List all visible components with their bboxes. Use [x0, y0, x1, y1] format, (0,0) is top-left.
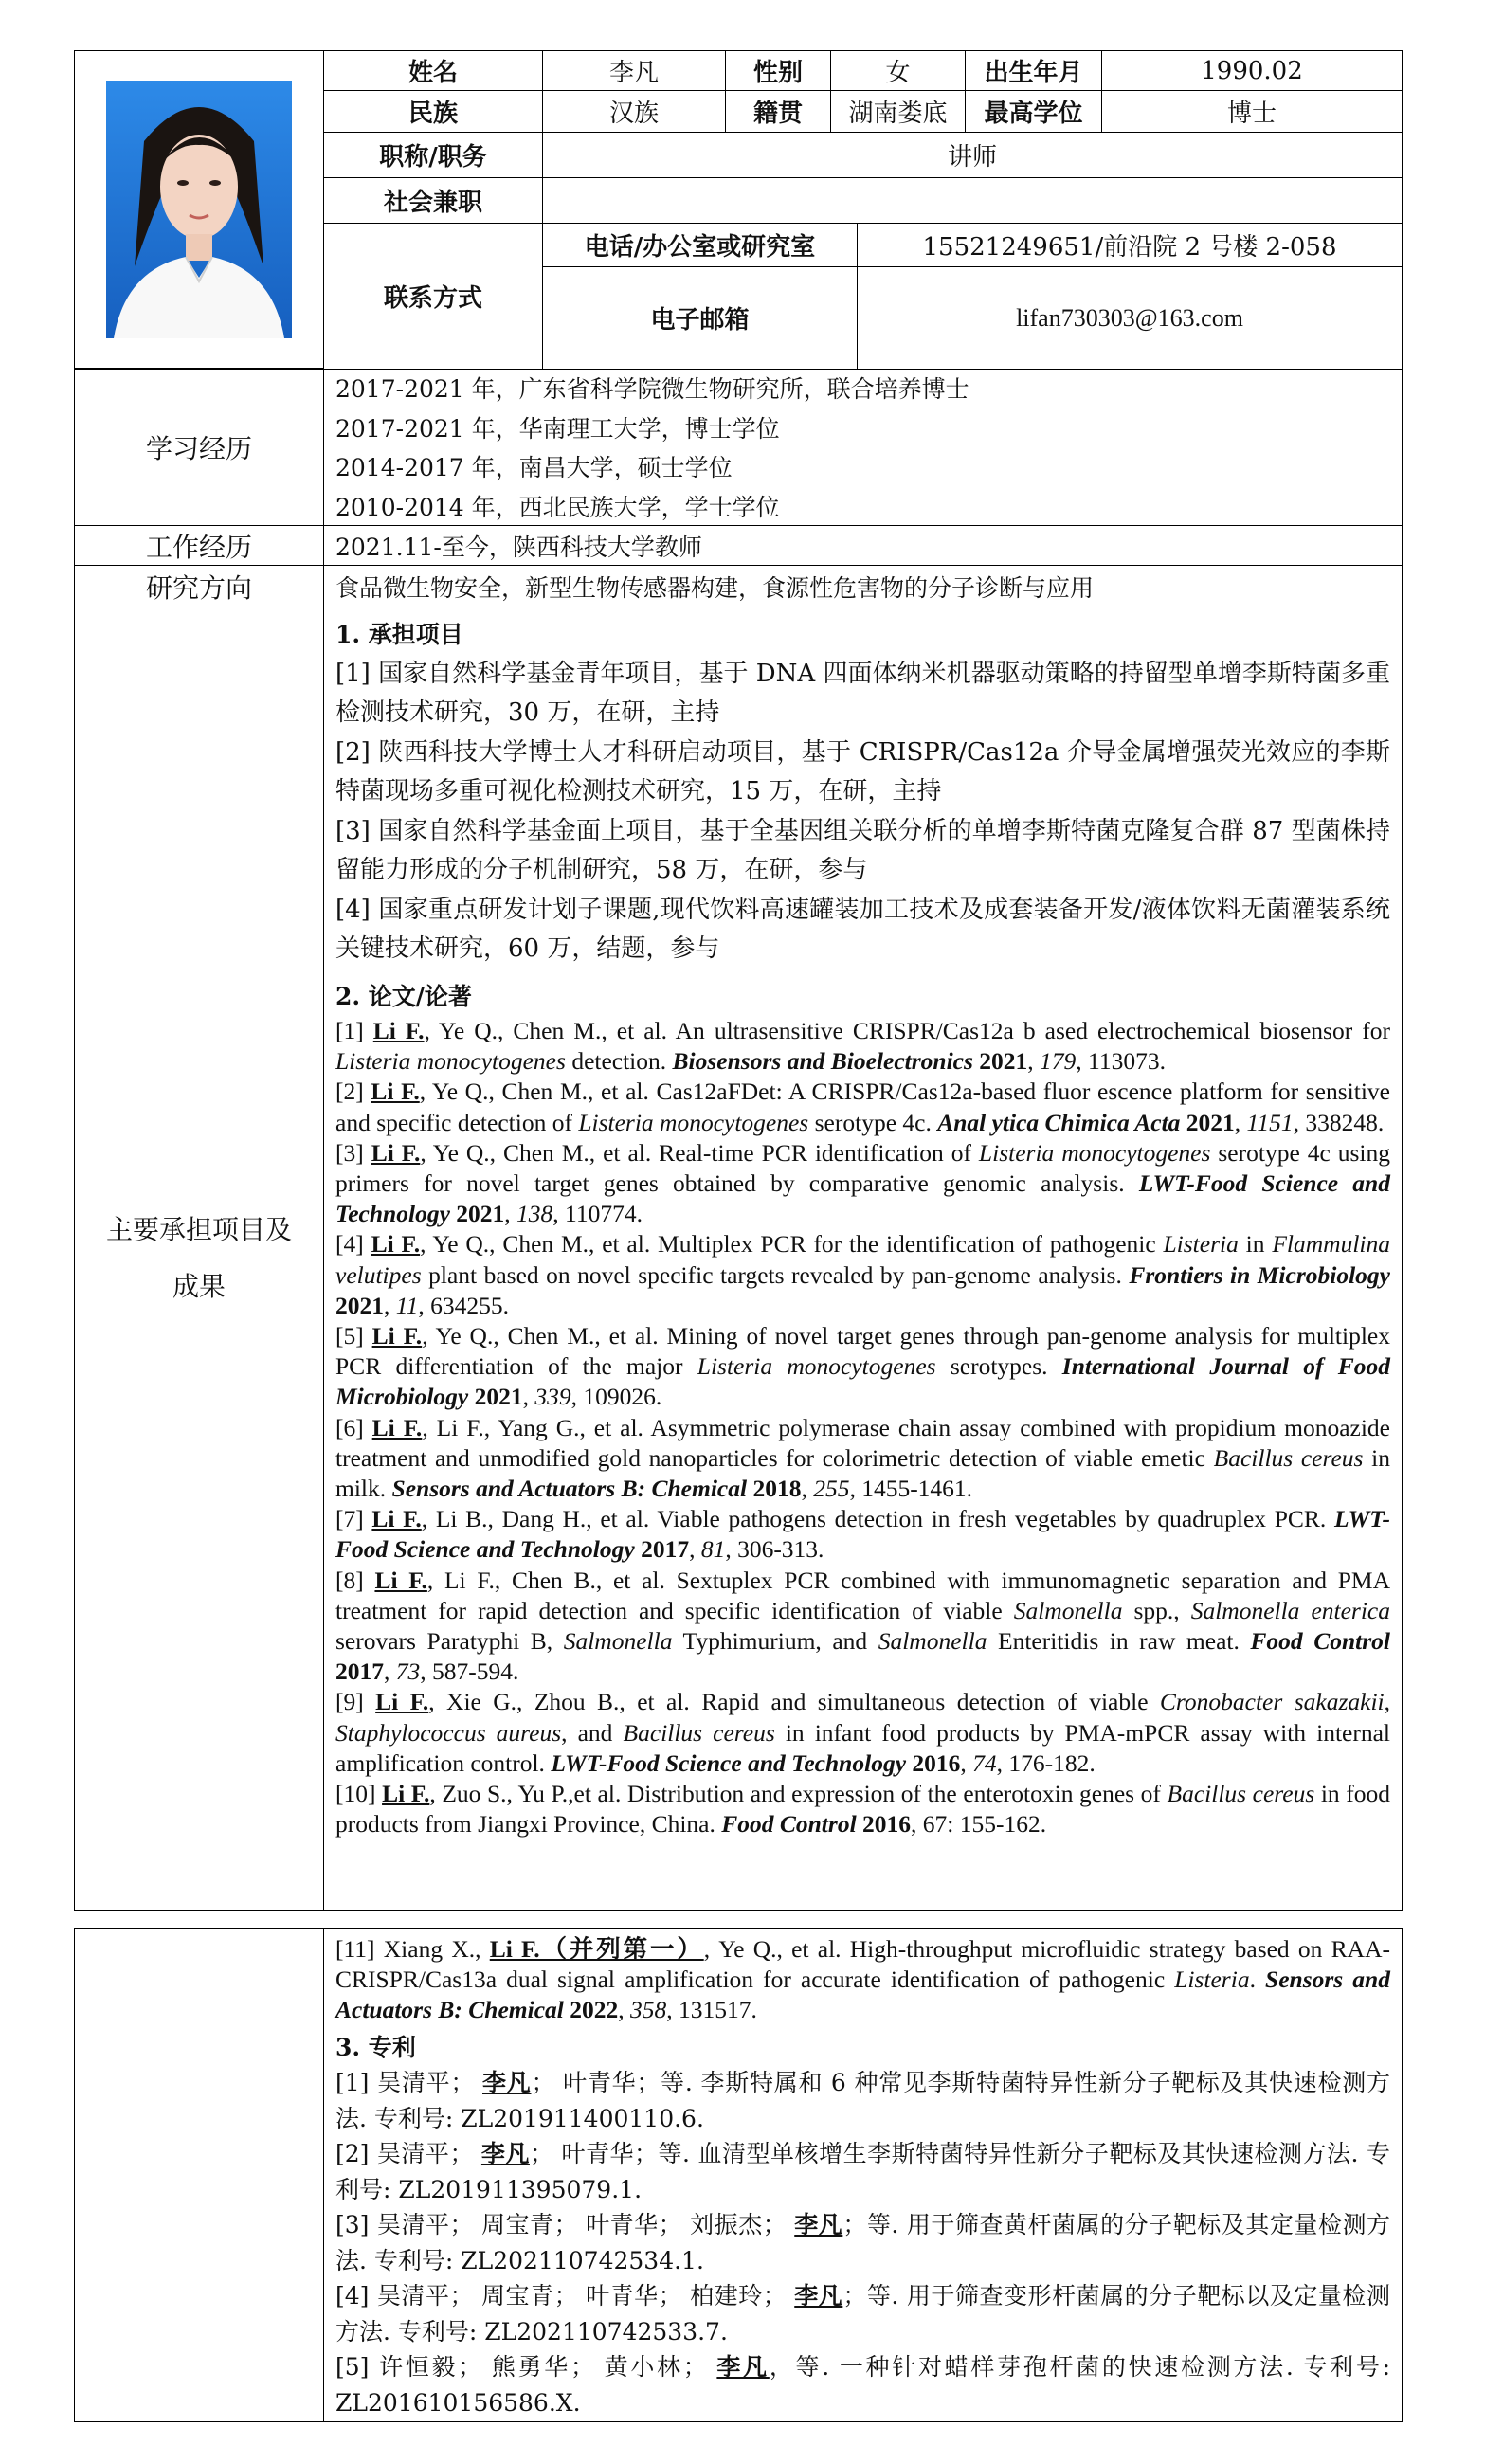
paper-item [335, 1566, 1390, 1688]
degree-value: 博士 [1101, 90, 1403, 133]
title-value: 讲师 [542, 132, 1403, 178]
paper-journal: LWT-Food Science and Technology [335, 1169, 1390, 1228]
paper-journal: Frontiers in Microbiology [1129, 1260, 1390, 1289]
paper-title-text: Typhimurium, and [672, 1627, 878, 1656]
patent-text: ，等. 一种针对蜡样芽孢杆菌的快速检测方法. 专利号: ZL201610156586.X. [335, 2353, 1390, 2417]
paper-volume: 358 [629, 1996, 667, 2024]
project-item: [3] 国家自然科学基金面上项目，基于全基因组关联分析的单增李斯特菌克隆复合群 87 型菌株持留能力形成的分子机制研究，58 万，在研，参与 [335, 816, 1390, 884]
paper-year: 2016 [906, 1748, 961, 1777]
paper-sep: , [689, 1535, 701, 1564]
paper-first-author: Li F.（并列第一） [489, 1935, 704, 1963]
paper-species: Bacillus cereus [1213, 1443, 1364, 1472]
paper-volume: 73 [395, 1658, 421, 1686]
education-label: 学习经历 [74, 369, 324, 526]
paper-authors: , Li F., Yang G., et al. Asymmetric polymerase chain assay combined with propidium monoazide treatment and unmodified gold nanoparticles for colorimetric detection of viable emetic [335, 1413, 1390, 1472]
paper-item [335, 1504, 1390, 1565]
achievements-label-line1: 主要承担项目及 [105, 1214, 292, 1245]
paper-first-author: Li F. [375, 1688, 429, 1716]
paper-title-text: spp., [1122, 1596, 1191, 1624]
degree-label: 最高学位 [965, 90, 1102, 133]
gender-value: 女 [830, 50, 966, 91]
paper-first-author: Li F. [371, 1505, 422, 1533]
paper-item [335, 1229, 1390, 1321]
paper-species: Listeria monocytogenes [978, 1138, 1211, 1167]
paper-species: Bacillus cereus [1167, 1780, 1315, 1808]
contact-label: 联系方式 [323, 223, 543, 370]
paper-number: [3] [335, 1138, 371, 1167]
papers-heading: 2. 论文/论著 [335, 982, 472, 1010]
paper-year: 2017 [634, 1535, 690, 1564]
paper-item [335, 1779, 1390, 1839]
paper-title-text: serotype 4c using primers for novel target genes obtained by comparative genomic analysis. [335, 1138, 1390, 1198]
paper-pages: , 634255. [418, 1291, 509, 1319]
patent-authors: [5] 许恒毅； 熊勇华； 黄小林； [335, 2353, 717, 2382]
paper-item [335, 1138, 1390, 1230]
ethnicity-label: 民族 [323, 90, 543, 133]
paper-number: [2] [335, 1078, 371, 1106]
paper-volume: 74 [972, 1748, 997, 1777]
name-label: 姓名 [323, 50, 543, 91]
patents-heading: 3. 专利 [335, 2033, 416, 2061]
paper-first-author: Li F. [372, 1017, 425, 1044]
paper-sep: , [504, 1200, 517, 1228]
paper-journal: Sensors and Actuators B: Chemical [391, 1475, 748, 1503]
paper-title-text: Enteritidis in raw meat. [987, 1627, 1251, 1656]
paper-year: 2021 [335, 1291, 384, 1319]
continuation-label-cell [74, 1928, 324, 2422]
paper-species: Listeria monocytogenes [697, 1352, 936, 1381]
photo-frame [74, 50, 324, 369]
paper-species: Salmonella [878, 1627, 987, 1656]
paper-species: Salmonella enterica [1190, 1596, 1390, 1624]
patent-authors: [4] 吴清平； 周宝青； 叶青华； 柏建玲； [335, 2282, 795, 2310]
patent-item [335, 2278, 1390, 2349]
patent-self-author: 李凡 [480, 2140, 530, 2168]
native-value: 湖南娄底 [830, 90, 966, 133]
research-label: 研究方向 [74, 565, 324, 607]
paper-authors: , Ye Q., et al. High-throughput microfluidic strategy based on RAA-CRISPR/Cas13a dual signal amplification for accurate identification of pathogenic [335, 1935, 1390, 1994]
paper-year: 2022 [563, 1996, 619, 2024]
paper-species: Bacillus cereus [623, 1718, 775, 1747]
patent-item [335, 2207, 1390, 2278]
paper-year: 2017 [335, 1658, 384, 1686]
research-text: 食品微生物安全，新型生物传感器构建，食源性危害物的分子诊断与应用 [323, 565, 1403, 607]
paper-title-text: in infant food products by PMA-mPCR assay with internal amplification control. [335, 1718, 1390, 1777]
paper-title-text: . [1249, 1966, 1266, 1994]
paper-item [335, 1321, 1390, 1413]
paper-volume: 179 [1040, 1047, 1077, 1076]
paper-title-text: in milk. [335, 1443, 1390, 1503]
paper-item-11 [324, 1934, 1402, 2026]
paper-species: Listeria monocytogenes [578, 1108, 809, 1136]
avatar-image [106, 81, 292, 338]
paper-sep: , [960, 1748, 973, 1777]
patent-self-author: 李凡 [716, 2353, 770, 2382]
paper-item [335, 1687, 1390, 1779]
paper-pages: , 176-182. [996, 1748, 1096, 1777]
patent-text: ； 叶青华；等. 血清型单核增生李斯特菌特异性新分子靶标及其快速检测方法. 专利号: ZL201911395079.1. [335, 2140, 1390, 2203]
paper-first-author: Li F. [371, 1322, 423, 1350]
achievements-content [323, 607, 1403, 1911]
paper-authors: , Zuo S., Yu P.,et al. Distribution and expression of the enterotoxin genes of [429, 1780, 1168, 1808]
paper-number: [8] [335, 1566, 375, 1594]
paper-item [335, 1934, 1390, 2026]
paper-title-text: , and [561, 1718, 624, 1747]
paper-species: Listeria [1174, 1966, 1250, 1994]
paper-title-text: in [1238, 1230, 1273, 1259]
paper-sep: , [1234, 1108, 1247, 1136]
paper-title-text: serotype 4c. [808, 1108, 938, 1136]
paper-title-text: , [1384, 1688, 1390, 1716]
paper-pages: , 67: 155-162. [911, 1810, 1047, 1839]
paper-title-text: detection. [565, 1047, 673, 1076]
paper-journal: Biosensors and Bioelectronics [672, 1047, 973, 1076]
paper-volume: 339 [534, 1383, 571, 1411]
paper-journal: Food Control [1250, 1627, 1391, 1656]
paper-journal: LWT-Food Science and Technology [551, 1748, 907, 1777]
work-label: 工作经历 [74, 525, 324, 566]
papers-list [324, 1016, 1402, 1839]
paper-year: 2021 [468, 1383, 523, 1411]
paper-number: [1] [335, 1017, 373, 1044]
patent-self-author: 李凡 [482, 2069, 532, 2097]
paper-title-text: in food products from Jiangxi Province, China. [335, 1780, 1391, 1839]
paper-title-text: serovars Paratyphi B, [335, 1627, 564, 1656]
phone-value: 15521249651/前沿院 2 号楼 2-058 [857, 223, 1403, 267]
patent-item [335, 2349, 1390, 2420]
paper-journal: International Journal of Food Microbiology [335, 1352, 1390, 1411]
paper-pages: , 131517. [666, 1996, 757, 2024]
paper-pages: , 113073. [1076, 1047, 1166, 1076]
paper-authors: , Ye Q., Chen M., et al. Cas12aFDet: A CRISPR/Cas12a-based fluor escence platform for sensitive and specific detection of [335, 1078, 1390, 1136]
achievements-label [74, 607, 324, 1911]
paper-number: [7] [335, 1505, 372, 1533]
continuation-content [323, 1928, 1403, 2422]
paper-first-author: Li F. [374, 1566, 427, 1594]
paper-year: 2018 [747, 1475, 802, 1503]
name-value: 李凡 [542, 50, 726, 91]
paper-sep: , [522, 1383, 535, 1411]
paper-number: [10] [335, 1780, 383, 1808]
paper-number: [4] [335, 1230, 371, 1259]
paper-authors: , Ye Q., Chen M., et al. Multiplex PCR for the identification of pathogenic [420, 1230, 1164, 1259]
paper-title-text: plant based on novel specific targets revealed by pan-genome analysis. [421, 1260, 1130, 1289]
paper-year: 2016 [856, 1810, 912, 1839]
paper-journal: Food Control [721, 1810, 857, 1839]
ethnicity-value: 汉族 [542, 90, 726, 133]
paper-first-author: Li F. [382, 1780, 430, 1808]
paper-authors: , Ye Q., Chen M., et al. Mining of novel target genes through pan-genome analysis for multiplex PCR differentiation of the major [335, 1322, 1390, 1381]
paper-first-author: Li F. [371, 1413, 423, 1441]
paper-title-text: serotypes. [935, 1352, 1062, 1381]
paper-pages: , 110774. [552, 1200, 643, 1228]
paper-pages: , 587-594. [420, 1658, 519, 1686]
patent-item [335, 2136, 1390, 2207]
paper-sep: , [384, 1291, 396, 1319]
paper-volume: 138 [516, 1200, 553, 1228]
phone-label: 电话/办公室或研究室 [542, 223, 858, 267]
paper-first-author: Li F. [371, 1230, 421, 1259]
title-label: 职称/职务 [323, 132, 543, 178]
paper-species: Salmonella [563, 1627, 673, 1656]
paper-item [335, 1016, 1390, 1077]
birth-value: 1990.02 [1101, 50, 1403, 91]
paper-sep: , [618, 1996, 630, 2024]
patent-text: ；等. 用于筛查黄杆菌属的分子靶标及其定量检测方法. 专利号: ZL202110742534.1. [335, 2211, 1390, 2274]
paper-volume: 1151 [1246, 1108, 1294, 1136]
patent-self-author: 李凡 [794, 2211, 843, 2239]
project-item: [2] 陕西科技大学博士人才科研启动项目，基于 CRISPR/Cas12a 介导金属增强荧光效应的李斯特菌现场多重可视化检测技术研究，15 万，在研，主持 [335, 737, 1390, 806]
paper-pages: , 306-313. [725, 1535, 824, 1564]
native-label: 籍贯 [725, 90, 831, 133]
paper-year: 2021 [1180, 1108, 1235, 1136]
projects-heading: 1. 承担项目 [335, 621, 463, 648]
paper-item [335, 1077, 1390, 1137]
patent-text: ； 叶青华；等. 李斯特属和 6 种常见李斯特菌特异性新分子靶标及其快速检测方法. 专利号: ZL201911400110.6. [335, 2069, 1390, 2132]
social-value [542, 177, 1403, 224]
paper-volume: 255 [813, 1475, 850, 1503]
paper-authors: , Ye Q., Chen M., et al. An ultrasensitive CRISPR/Cas12a b ased electrochemical biosensor for [424, 1017, 1390, 1044]
social-label: 社会兼职 [323, 177, 543, 224]
paper-journal: Anal ytica Chimica Acta [937, 1108, 1181, 1136]
paper-year: 2021 [972, 1047, 1028, 1076]
birth-label: 出生年月 [965, 50, 1102, 91]
education-item: 2010-2014 年，西北民族大学，学士学位 [335, 493, 780, 521]
education-list [323, 369, 1403, 526]
paper-species: Listeria [1163, 1230, 1239, 1259]
project-item: [1] 国家自然科学基金青年项目，基于 DNA 四面体纳米机器驱动策略的持留型单增李斯特菌多重检测技术研究，30 万，在研，主持 [335, 659, 1390, 727]
patent-item [335, 2065, 1390, 2136]
paper-pages: , 338248. [1293, 1108, 1385, 1136]
email-value: lifan730303@163.com [857, 266, 1403, 370]
paper-sep: , [1027, 1047, 1041, 1076]
education-item: 2014-2017 年，南昌大学，硕士学位 [335, 454, 733, 481]
work-text: 2021.11-至今，陕西科技大学教师 [323, 525, 1403, 566]
patent-text: ；等. 用于筛查变形杆菌属的分子靶标以及定量检测方法. 专利号: ZL202110742533.7. [335, 2282, 1390, 2346]
project-item: [4] 国家重点研发计划子课题,现代饮料高速罐装加工技术及成套装备开发/液体饮料无菌灌装系统关键技术研究，60 万，结题，参与 [335, 895, 1390, 963]
patent-self-author: 李凡 [794, 2282, 843, 2310]
paper-first-author: Li F. [371, 1138, 421, 1167]
paper-pages: , 1455-1461. [849, 1475, 973, 1503]
patents-list [335, 2065, 1390, 2420]
paper-authors: , Li B., Dang H., et al. Viable pathogens detection in fresh vegetables by quadruplex PCR. [421, 1505, 1334, 1533]
paper-year: 2021 [449, 1200, 505, 1228]
paper-journal: LWT-Food Science and Technology [335, 1505, 1390, 1564]
gender-label: 性别 [725, 50, 831, 91]
paper-number: [5] [335, 1322, 372, 1350]
paper-number: [9] [335, 1688, 376, 1716]
achievements-label-line2: 成果 [172, 1271, 226, 1302]
paper-number: [11] Xiang X., [335, 1935, 490, 1963]
paper-authors: , Li F., Chen B., et al. Sextuplex PCR combined with immunomagnetic separation and PMA treatment for rapid detection and specific identification of viable [335, 1566, 1390, 1624]
paper-species: Salmonella [1013, 1596, 1123, 1624]
patent-authors: [3] 吴清平； 周宝青； 叶青华； 刘振杰； [335, 2211, 795, 2239]
education-item: 2017-2021 年，广东省科学院微生物研究所，联合培养博士 [335, 375, 969, 403]
patent-authors: [1] 吴清平； [335, 2069, 482, 2097]
paper-species: Staphylococcus aureus [335, 1718, 562, 1747]
paper-volume: 11 [395, 1291, 419, 1319]
paper-sep: , [384, 1658, 396, 1686]
paper-number: [6] [335, 1413, 372, 1441]
paper-species: Flammulina velutipes [335, 1230, 1390, 1289]
paper-pages: , 109026. [570, 1383, 662, 1411]
paper-authors: , Ye Q., Chen M., et al. Real-time PCR identification of [420, 1138, 979, 1167]
paper-volume: 81 [700, 1535, 726, 1564]
patent-authors: [2] 吴清平； [335, 2140, 481, 2168]
paper-item [335, 1413, 1390, 1505]
paper-journal: Sensors and Actuators B: Chemical [335, 1966, 1390, 2024]
paper-authors: , Xie G., Zhou B., et al. Rapid and simultaneous detection of viable [428, 1688, 1160, 1716]
email-label: 电子邮箱 [542, 266, 858, 370]
paper-species: Cronobacter sakazakii [1159, 1688, 1385, 1716]
education-item: 2017-2021 年，华南理工大学，博士学位 [335, 414, 780, 443]
paper-first-author: Li F. [371, 1078, 420, 1106]
paper-sep: , [801, 1475, 814, 1503]
paper-species: Listeria monocytogenes [335, 1047, 566, 1076]
